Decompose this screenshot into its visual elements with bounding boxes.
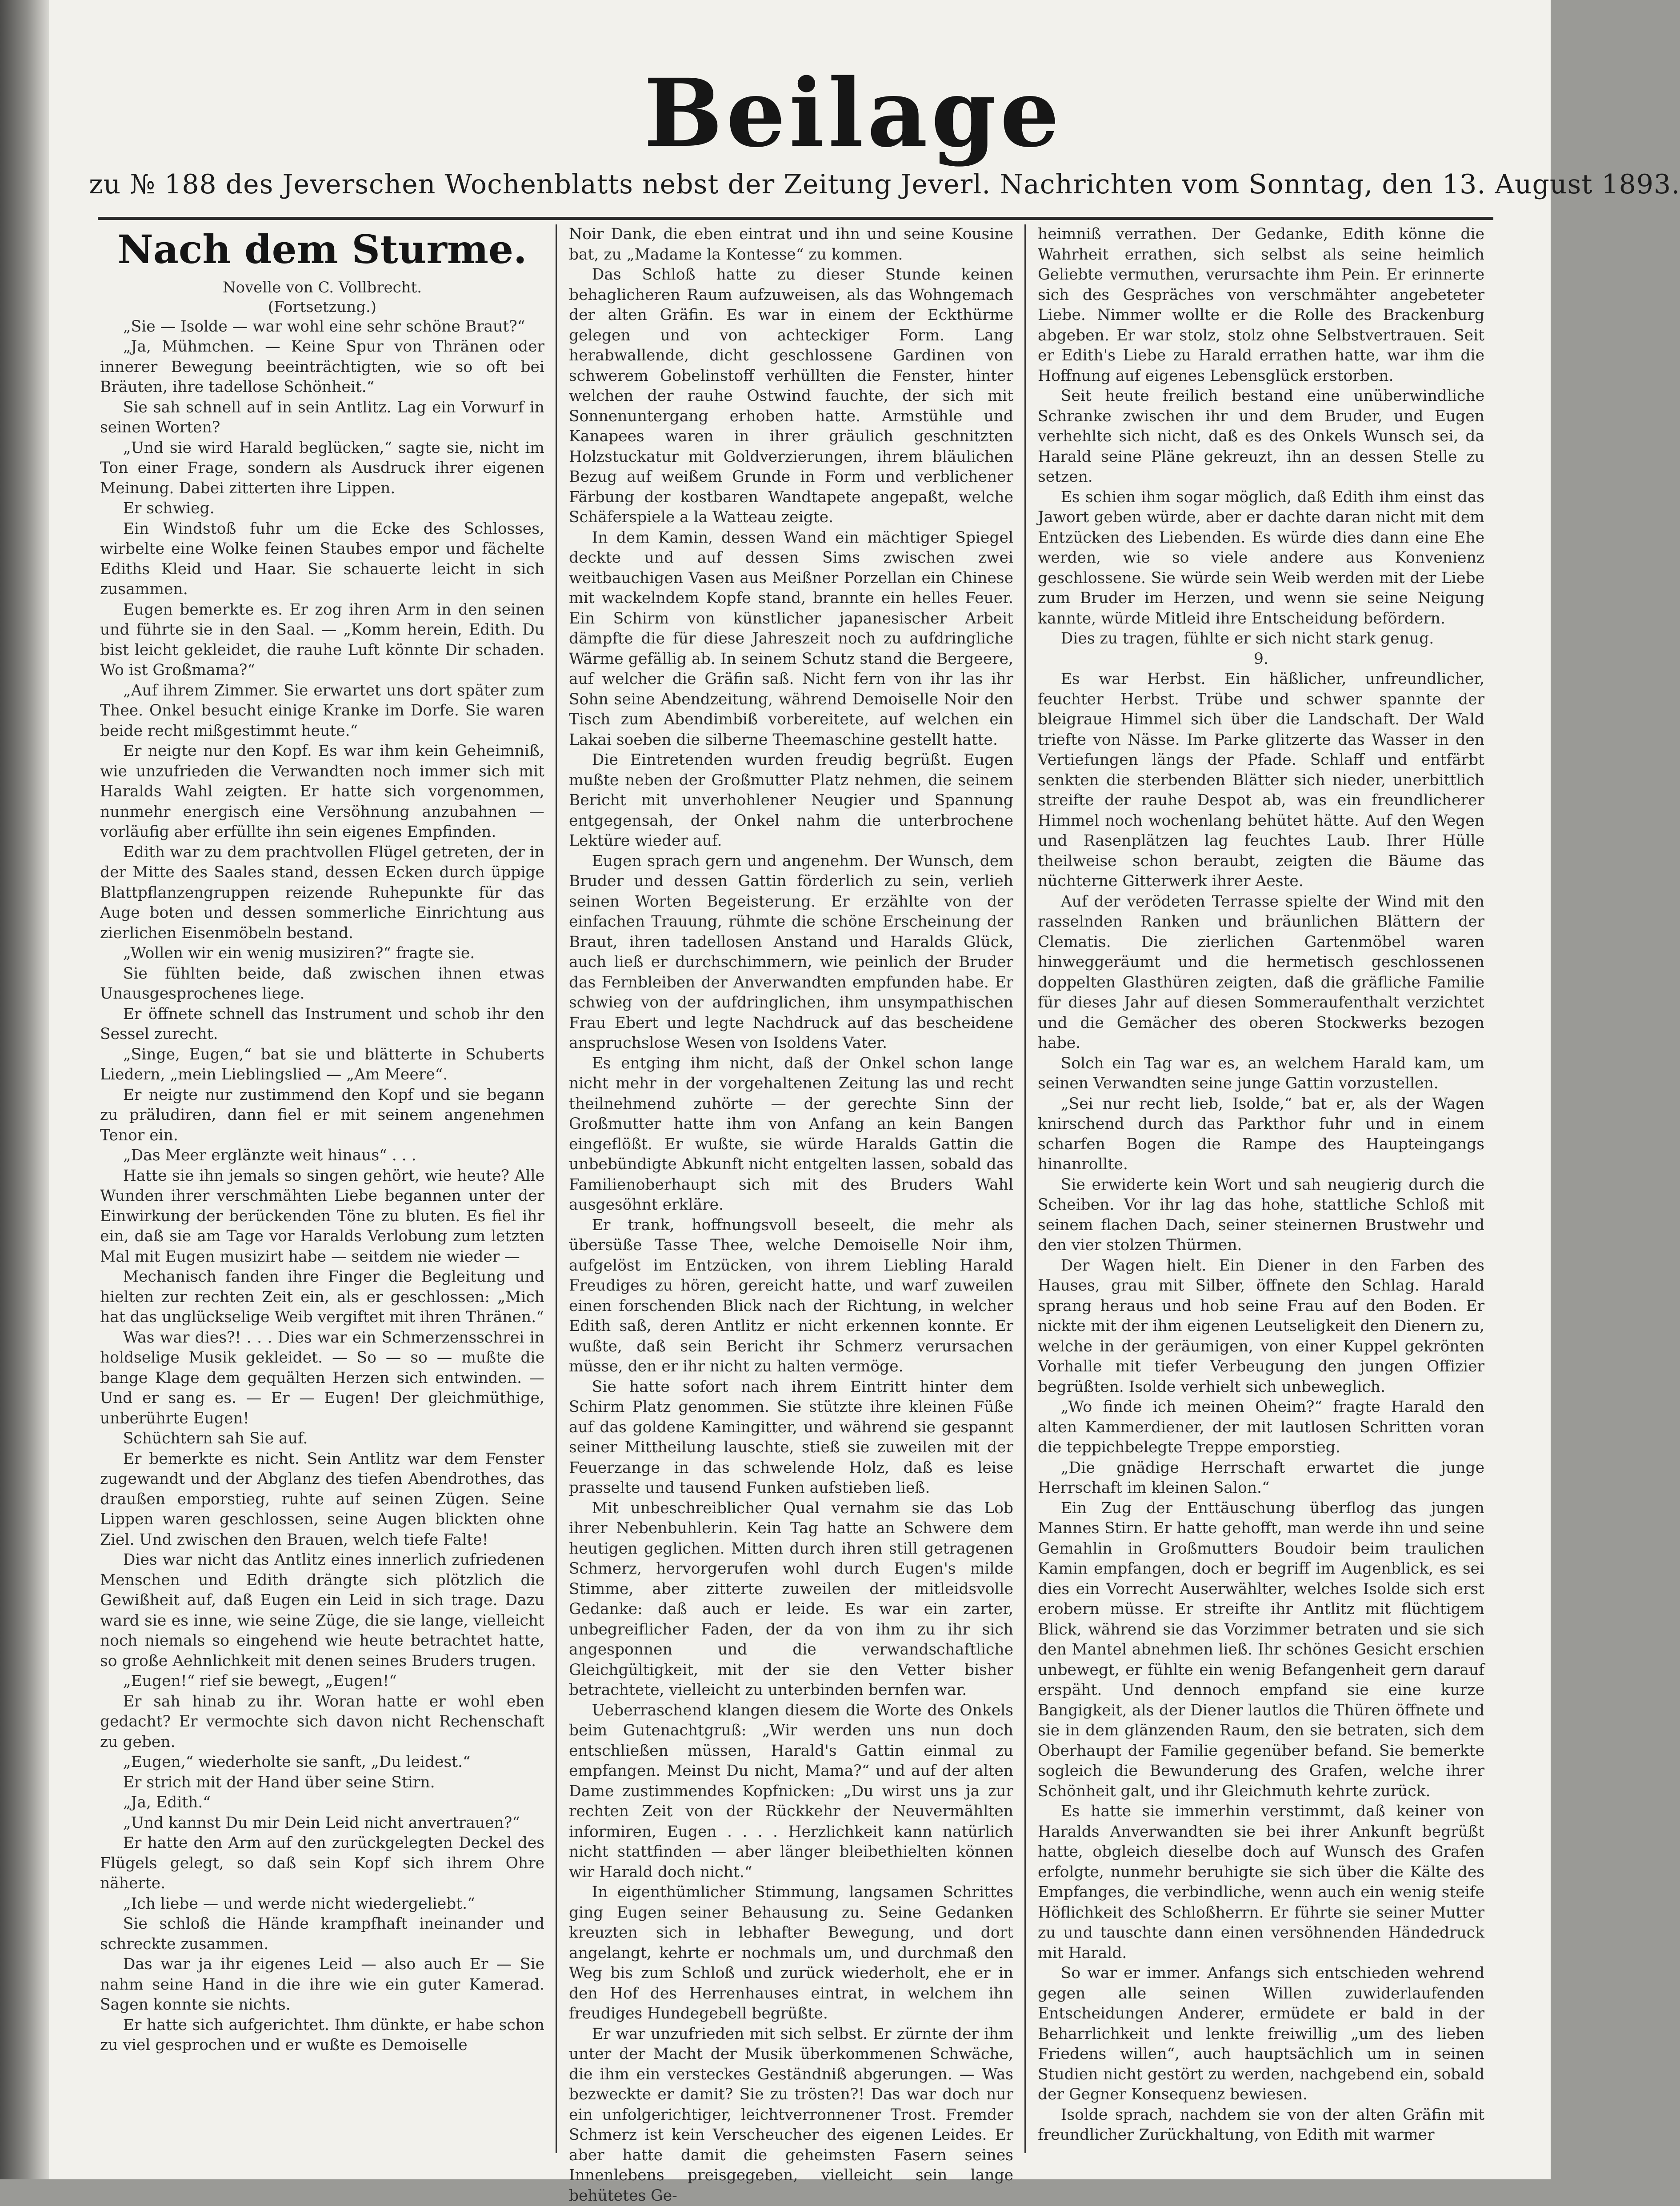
- issue-line: zu № 188 des Jeverschen Wochenblatts nebst der Zeitung Jeverl. Nachrichten vom Sonntag, den 13. August 1893.: [89, 169, 1493, 200]
- paragraph: „Auf ihrem Zimmer. Sie erwartet uns dort später zum Thee. Onkel besucht einige Kranke im Dorfe. Sie waren beide recht mißgestimmt heute.“: [100, 681, 544, 742]
- paragraph: „Eugen!“ rief sie bewegt, „Eugen!“: [100, 1671, 544, 1692]
- paragraph: „Sei nur recht lieb, Isolde,“ bat er, als der Wagen knirschend durch das Parkthor fuhr und in einem scharfen Bogen die Rampe des Haupteingangs hinanrollte.: [1038, 1094, 1484, 1175]
- paragraph: Es schien ihm sogar möglich, daß Edith ihm einst das Jawort geben würde, aber er dachte daran nicht mit dem Entzücken des Liebenden. Es würde dies dann eine Ehe werden, wie so viele andere aus Konvenienz geschlossene. Sie würde sein Weib werden mit der Liebe zum Bruder im Herzen, und wenn sie seine Neigung kannte, würde Mitleid ihre Entscheidung befördern.: [1038, 488, 1484, 629]
- paragraph: „Die gnädige Herrschaft erwartet die junge Herrschaft im kleinen Salon.“: [1038, 1458, 1484, 1499]
- continuation-note: (Fortsetzung.): [100, 297, 544, 317]
- paragraph: Die Eintretenden wurden freudig begrüßt. Eugen mußte neben der Großmutter Platz nehmen, die seinem Bericht mit unverhohlener Neugier und Spannung entgegensah, der Onkel nahm die unterbrochene Lektüre wieder auf.: [569, 750, 1013, 851]
- book-spine: [0, 0, 49, 2179]
- paragraph: „Singe, Eugen,“ bat sie und blätterte in Schuberts Liedern, „mein Lieblingslied — „Am Meere“.: [100, 1045, 544, 1085]
- paragraph: heimniß verrathen. Der Gedanke, Edith könne die Wahrheit errathen, sich selbst als seine heimlich Geliebte vermuthen, verursachte ihm Pein. Er erinnerte sich des Gespräches von verschmähter angebeteter Liebe. Nimmer wollte er die Rolle des Brackenburg abgeben. Er war stolz, stolz ohne Selbstvertrauen. Seit er Edith's Liebe zu Harald errathen hatte, war ihm die Hoffnung auf eigenes Lebensglück erstorben.: [1038, 224, 1484, 386]
- paragraph: Er sah hinab zu ihr. Woran hatte er wohl eben gedacht? Er vermochte sich davon nicht Rechenschaft zu geben.: [100, 1692, 544, 1753]
- paragraph: Mit unbeschreiblicher Qual vernahm sie das Lob ihrer Nebenbuhlerin. Kein Tag hatte an Schwere dem heutigen geglichen. Mitten durch ihren still getragenen Schmerz, hervorgerufen wohl durch Eugen's milde Stimme, aber zitterte zuweilen der mitleidsvolle Gedanke: daß auch er leide. Es war ein zarter, unbegreiflicher Faden, der da von ihm zu ihr sich angesponnen und die verwandschaftliche Gleichgültigkeit, mit der sie den Vetter bisher betrachtete, vielleicht zu unterbinden bernfen war.: [569, 1499, 1013, 1701]
- paragraph: Er hatte den Arm auf den zurückgelegten Deckel des Flügels gelegt, so daß sein Kopf sich ihrem Ohre näherte.: [100, 1833, 544, 1894]
- paragraph: Auf der verödeten Terrasse spielte der Wind mit den rasselnden Ranken und bräunlichen Blättern der Clematis. Die zierlichen Gartenmöbel waren hinweggeräumt und die hermetisch geschlossenen doppelten Glasthüren zeigten, daß die gräfliche Familie für dieses Jahr auf diesen Sommeraufenthalt verzichtet und die Gemächer des oberen Stockwerks bezogen habe.: [1038, 892, 1484, 1054]
- paragraph: Solch ein Tag war es, an welchem Harald kam, um seinen Verwandten seine junge Gattin vorzustellen.: [1038, 1054, 1484, 1094]
- paragraph: Sie schloß die Hände krampfhaft ineinander und schreckte zusammen.: [100, 1914, 544, 1954]
- paragraph: Dies war nicht das Antlitz eines innerlich zufriedenen Menschen und Edith drängte sich plötzlich die Gewißheit auf, daß Eugen ein Leid in sich trage. Dazu ward sie es inne, wie seine Züge, die sie lange, vielleicht noch niemals so eingehend wie heute betrachtet hatte, so große Aehnlichkeit mit denen seines Bruders trugen.: [100, 1550, 544, 1671]
- paragraph: Seit heute freilich bestand eine unüberwindliche Schranke zwischen ihr und dem Bruder, und Eugen verhehlte sich nicht, daß es des Onkels Wunsch sei, da Harald seine Pläne gekreuzt, ihn an dessen Stelle zu setzen.: [1038, 386, 1484, 488]
- paragraph: Sie hatte sofort nach ihrem Eintritt hinter dem Schirm Platz genommen. Sie stützte ihre kleinen Füße auf das goldene Kamingitter, und während sie gespannt seiner Mittheilung lauschte, stieß sie zuweilen mit der Feuerzange in das schwelende Holz, daß es leise prasselte und tausend Funken aufstieben ließ.: [569, 1377, 1013, 1499]
- paragraph: Er trank, hoffnungsvoll beseelt, die mehr als übersüße Tasse Thee, welche Demoiselle Noir ihm, aufgelöst im Entzücken, von ihrem Liebling Harald Freudiges zu hören, gereicht hatte, und warf zuweilen einen forschenden Blick nach der Richtung, in welcher Edith saß, deren Antlitz er nicht erkennen konnte. Er wußte, daß sein Bericht ihr Schmerz verursachen müsse, den er ihr nicht zu halten vermöge.: [569, 1215, 1013, 1377]
- paragraph: Das Schloß hatte zu dieser Stunde keinen behaglicheren Raum aufzuweisen, als das Wohngemach der alten Gräfin. Es war in einem der Eckthürme gelegen und von achteckiger Form. Lang herabwallende, dicht geschlossene Gardinen von schwerem Gobelinstoff verhüllten die Fenster, hinter welchen der rauhe Ostwind fauchte, der sich mit Sonnenuntergang erhoben hatte. Armstühle und Kanapees waren in ihrer gräulich geschnitzten Holzstuckatur mit Goldverzierungen, ihrem bläulichen Bezug auf weißem Grunde in Form und verblichener Färbung der kostbaren Wandtapete angepaßt, welche Schäferspiele a la Watteau zeigte.: [569, 265, 1013, 528]
- paragraph: In eigenthümlicher Stimmung, langsamen Schrittes ging Eugen seiner Behausung zu. Seine Gedanken kreuzten sich in lebhafter Bewegung, und dort angelangt, kehrte er nochmals um, und durchmaß den Weg bis zum Schloß und zurück wiederholt, ehe er in den Hof des Herrenhauses eintrat, in welchem ihn freudiges Hundegebell begrüßte.: [569, 1882, 1013, 2024]
- paragraph: „Das Meer erglänzte weit hinaus“ . . .: [100, 1146, 544, 1166]
- paragraph: Was war dies?! . . . Dies war ein Schmerzensschrei in holdselige Musik gekleidet. — So — so — mußte die bange Klage dem gequälten Herzen sich entwinden. — Und er sang es. — Er — Eugen! Der gleichmüthige, unberührte Eugen!: [100, 1328, 544, 1429]
- header-rule: [98, 217, 1493, 220]
- paragraph: Das war ja ihr eigenes Leid — also auch Er — Sie nahm seine Hand in die ihre wie ein guter Kamerad. Sagen konnte sie nichts.: [100, 1954, 544, 2015]
- column-1-text: [100, 317, 544, 2056]
- paragraph: Isolde sprach, nachdem sie von der alten Gräfin mit freundlicher Zurückhaltung, von Edith mit warmer: [1038, 2105, 1484, 2146]
- paragraph: Er neigte nur zustimmend den Kopf und sie begann zu präludiren, dann fiel er mit seinem angenehmen Tenor ein.: [100, 1085, 544, 1146]
- paragraph: Noir Dank, die eben eintrat und ihn und seine Kousine bat, zu „Madame la Kontesse“ zu kommen.: [569, 224, 1013, 265]
- paragraph: „Wo finde ich meinen Oheim?“ fragte Harald den alten Kammerdiener, der mit lautlosen Schritten voran die teppichbelegte Treppe emporstieg.: [1038, 1397, 1484, 1458]
- paragraph: Er hatte sich aufgerichtet. Ihm dünkte, er habe schon zu viel gesprochen und er wußte es Demoiselle: [100, 2015, 544, 2056]
- paragraph: In dem Kamin, dessen Wand ein mächtiger Spiegel deckte und auf dessen Sims zwischen zwei weitbauchigen Vasen aus Meißner Porzellan ein Chinese mit wackelndem Kopfe stand, brannte ein helles Feuer. Ein Schirm von künstlicher japanesischer Arbeit dämpfte die für diese Jahreszeit noch zu aufdringliche Wärme gefällig ab. In seinem Schutz stand die Bergeere, auf welcher die Gräfin saß. Nicht fern von ihr las ihr Sohn seine Abendzeitung, während Demoiselle Noir den Tisch zum Abendimbiß vorbereitete, auf welchen ein Lakai soeben die silberne Theemaschine gestellt hatte.: [569, 528, 1013, 751]
- paragraph: Edith war zu dem prachtvollen Flügel getreten, der in der Mitte des Saales stand, dessen Ecken durch üppige Blattpflanzengruppen reizende Ruhepunkte für das Auge boten und dessen sommerliche Einrichtung aus zierlichen Eisenmöbeln bestand.: [100, 843, 544, 944]
- paragraph: So war er immer. Anfangs sich entschieden wehrend gegen alle seinen Willen zuwiderlaufenden Entscheidungen Anderer, ermüdete er bald in der Beharrlichkeit und lenkte freiwillig „um des lieben Friedens willen“, auch hauptsächlich um in seinen Studien nicht gestört zu werden, nachgebend ein, sobald der Gegner Konsequenz bewiesen.: [1038, 1963, 1484, 2105]
- paragraph: Ein Windstoß fuhr um die Ecke des Schlosses, wirbelte eine Wolke feinen Staubes empor und fächelte Ediths Kleid und Haar. Sie schauerte leicht in sich zusammen.: [100, 519, 544, 600]
- paragraph: Er strich mit der Hand über seine Stirn.: [100, 1773, 544, 1793]
- paragraph: „Und sie wird Harald beglücken,“ sagte sie, nicht im Ton einer Frage, sondern als Ausdruck ihrer eigenen Meinung. Dabei zitterten ihre Lippen.: [100, 438, 544, 499]
- paragraph: Er neigte nur den Kopf. Es war ihm kein Geheimniß, wie unzufrieden die Verwandten noch immer sich mit Haralds Wahl zeigten. Er hatte sich vorgenommen, nunmehr energisch eine Versöhnung anzubahnen — vorläufig aber erfüllte ihn sein eigenes Empfinden.: [100, 741, 544, 843]
- masthead-title: Beilage: [529, 67, 1178, 160]
- paragraph: Sie erwiderte kein Wort und sah neugierig durch die Scheiben. Vor ihr lag das hohe, stattliche Schloß mit seinem flachen Dach, seiner steinernen Brustwehr und den vier stolzen Thürmen.: [1038, 1175, 1484, 1256]
- article-byline: Novelle von C. Vollbrecht.: [100, 278, 544, 297]
- paragraph: 9.: [1038, 649, 1484, 670]
- paragraph: Dies zu tragen, fühlte er sich nicht stark genug.: [1038, 629, 1484, 649]
- paragraph: Ein Zug der Enttäuschung überflog das jungen Mannes Stirn. Er hatte gehofft, man werde ihn und seine Gemahlin in Großmutters Boudoir beim traulichen Kamin empfangen, doch er begriff im Augenblick, es sei dies ein Vorrecht Auserwählter, welches Isolde sich erst erobern müsse. Er streifte ihr Antlitz mit flüchtigem Blick, während sie das Vorzimmer betraten und sie sich den Mantel abnehmen ließ. Ihr schönes Gesicht erschien unbewegt, er fühlte ein wenig Befangenheit gern darauf erspäht. Und dennoch empfand sie eine kurze Bangigkeit, als der Diener lautlos die Thüren öffnete und sie in dem glänzenden Raum, den sie betraten, sich dem Oberhaupt der Familie gegenüber befand. Sie bemerkte sogleich die Bewunderung des Grafen, welche ihrer Schönheit galt, und ihr Gleichmuth kehrte zurück.: [1038, 1499, 1484, 1802]
- paragraph: Er bemerkte es nicht. Sein Antlitz war dem Fenster zugewandt und der Abglanz des tiefen Abendrothes, das draußen emporstieg, ruhte auf seinen Zügen. Seine Lippen waren geschlossen, seine Augen blickten ohne Ziel. Und zwischen den Brauen, welch tiefe Falte!: [100, 1449, 544, 1551]
- article-title: Nach dem Sturme.: [100, 226, 544, 273]
- paragraph: Ueberraschend klangen diesem die Worte des Onkels beim Gutenachtgruß: „Wir werden uns nun doch entschließen müssen, Harald's Gattin einmal zu empfangen. Meinst Du nicht, Mama?“ und auf der alten Dame zustimmendes Kopfnicken: „Du wirst uns ja zur rechten Zeit von der Rückkehr der Neuvermählten informiren, Eugen . . . . Herzlichkeit kann natürlich nicht stattfinden — aber länger bleibethielten können wir Harald doch nicht.“: [569, 1701, 1013, 1883]
- column-3-text: [1038, 224, 1484, 2146]
- paragraph: „Sie — Isolde — war wohl eine sehr schöne Braut?“: [100, 317, 544, 337]
- paragraph: Hatte sie ihn jemals so singen gehört, wie heute? Alle Wunden ihrer verschmähten Liebe begannen unter der Einwirkung der berückenden Töne zu bluten. Es fiel ihr ein, daß sie am Tage vor Haralds Verlobung zum letzten Mal mit Eugen musizirt habe — seitdem nie wieder —: [100, 1166, 544, 1267]
- paragraph: „Ja, Edith.“: [100, 1793, 544, 1813]
- column-divider: [556, 224, 557, 2153]
- paragraph: Eugen bemerkte es. Er zog ihren Arm in den seinen und führte sie in den Saal. — „Komm herein, Edith. Du bist leicht gekleidet, die rauhe Luft könnte Dir schaden. Wo ist Großmama?“: [100, 600, 544, 681]
- paragraph: Es war Herbst. Ein häßlicher, unfreundlicher, feuchter Herbst. Trübe und schwer spannte der bleigraue Himmel sich über die Landschaft. Der Wald triefte von Nässe. Im Parke glitzerte das Wasser in den Vertiefungen längs der Pfade. Schlaff und entfärbt senkten die sterbenden Blätter sich nieder, unerbittlich streifte der rauhe Despot ab, was ein freundlicherer Himmel noch wochenlang behütet hätte. Auf den Wegen und Rasenplätzen lag feuchtes Laub. Ihrer Hülle theilweise schon beraubt, zeigten die Bäume das nüchterne Gitterwerk ihrer Aeste.: [1038, 669, 1484, 892]
- paragraph: Es hatte sie immerhin verstimmt, daß keiner von Haralds Anverwandten sie bei ihrer Ankunft begrüßt hatte, obgleich dieselbe doch auf Wunsch des Grafen erfolgte, nunmehr beruhigte sie sich über die Kälte des Empfanges, die verbindliche, wenn auch ein wenig steife Höflichkeit des Schloßherrn. Er führte sie seiner Mutter zu und tauschte dann einen versöhnenden Händedruck mit Harald.: [1038, 1802, 1484, 1963]
- paragraph: „Eugen,“ wiederholte sie sanft, „Du leidest.“: [100, 1752, 544, 1773]
- paragraph: „Und kannst Du mir Dein Leid nicht anvertrauen?“: [100, 1813, 544, 1834]
- newspaper-page: [49, 0, 1551, 2179]
- paragraph: Schüchtern sah Sie auf.: [100, 1429, 544, 1449]
- paragraph: „Ich liebe — und werde nicht wiedergeliebt.“: [100, 1894, 544, 1914]
- paragraph: „Ja, Mühmchen. — Keine Spur von Thränen oder innerer Bewegung beeinträchtigten, wie so oft bei Bräuten, ihre tadellose Schönheit.“: [100, 337, 544, 398]
- paragraph: Er schwieg.: [100, 499, 544, 519]
- paragraph: Eugen sprach gern und angenehm. Der Wunsch, dem Bruder und dessen Gattin förderlich zu sein, verlieh seinen Worten Begeisterung. Er erzählte von der einfachen Trauung, rühmte die schöne Erscheinung der Braut, ihren tadellosen Anstand und Haralds Glück, auch ließ er durchschimmern, wie peinlich der Bruder das Fernbleiben der Anverwandten empfunden habe. Er schwieg von der aufdringlichen, ihm unsympathischen Frau Ebert und legte Nachdruck auf das bescheidene anspruchslose Wesen von Isoldens Vater.: [569, 851, 1013, 1054]
- column-2-text: [569, 224, 1013, 2206]
- paragraph: „Wollen wir ein wenig musiziren?“ fragte sie.: [100, 943, 544, 964]
- paragraph: Er war unzufrieden mit sich selbst. Er zürnte der ihm unter der Macht der Musik überkommenen Schwäche, die ihm ein versteckes Geständniß abgerungen. — Was bezweckte er damit? Sie zu trösten?! Das war doch nur ein unfolgerichtiger, leichtverronnener Trost. Fremder Schmerz ist kein Verscheucher des eigenen Leides. Er aber hatte damit die geheimsten Fasern seines Innenlebens preisgegeben, vielleicht sein lange behütetes Ge-: [569, 2024, 1013, 2206]
- paragraph: Er öffnete schnell das Instrument und schob ihr den Sessel zurecht.: [100, 1004, 544, 1045]
- paragraph: Der Wagen hielt. Ein Diener in den Farben des Hauses, grau mit Silber, öffnete den Schlag. Harald sprang heraus und hob seine Frau auf den Boden. Er nickte mit der ihm eigenen Leutseligkeit den Dienern zu, welche in der geräumigen, von einer Kuppel gekrönten Vorhalle mit tiefer Verbeugung den jungen Offizier begrüßten. Isolde verhielt sich unbeweglich.: [1038, 1256, 1484, 1398]
- column-divider: [1024, 224, 1026, 2153]
- paragraph: Sie sah schnell auf in sein Antlitz. Lag ein Vorwurf in seinen Worten?: [100, 398, 544, 438]
- paragraph: Mechanisch fanden ihre Finger die Begleitung und hielten zur rechten Zeit ein, als er geschlossen: „Mich hat das unglückselige Weib vergiftet mit ihren Thränen.“: [100, 1267, 544, 1328]
- column-2: [569, 224, 1013, 2153]
- paragraph: Sie fühlten beide, daß zwischen ihnen etwas Unausgesprochenes liege.: [100, 964, 544, 1004]
- column-1: [100, 224, 544, 2153]
- paragraph: Es entging ihm nicht, daß der Onkel schon lange nicht mehr in der vorgehaltenen Zeitung las und recht theilnehmend zuhörte — der gerechte Sinn der Großmutter hatte ihm von Anfang an kein Bangen eingeflößt. Er wußte, sie würde Haralds Gattin die unbebündigte Abkunft nicht entgelten lassen, sobald das Familienoberhaupt sich mit des Bruders Wahl ausgesöhnt erkläre.: [569, 1054, 1013, 1215]
- column-3: [1038, 224, 1484, 2153]
